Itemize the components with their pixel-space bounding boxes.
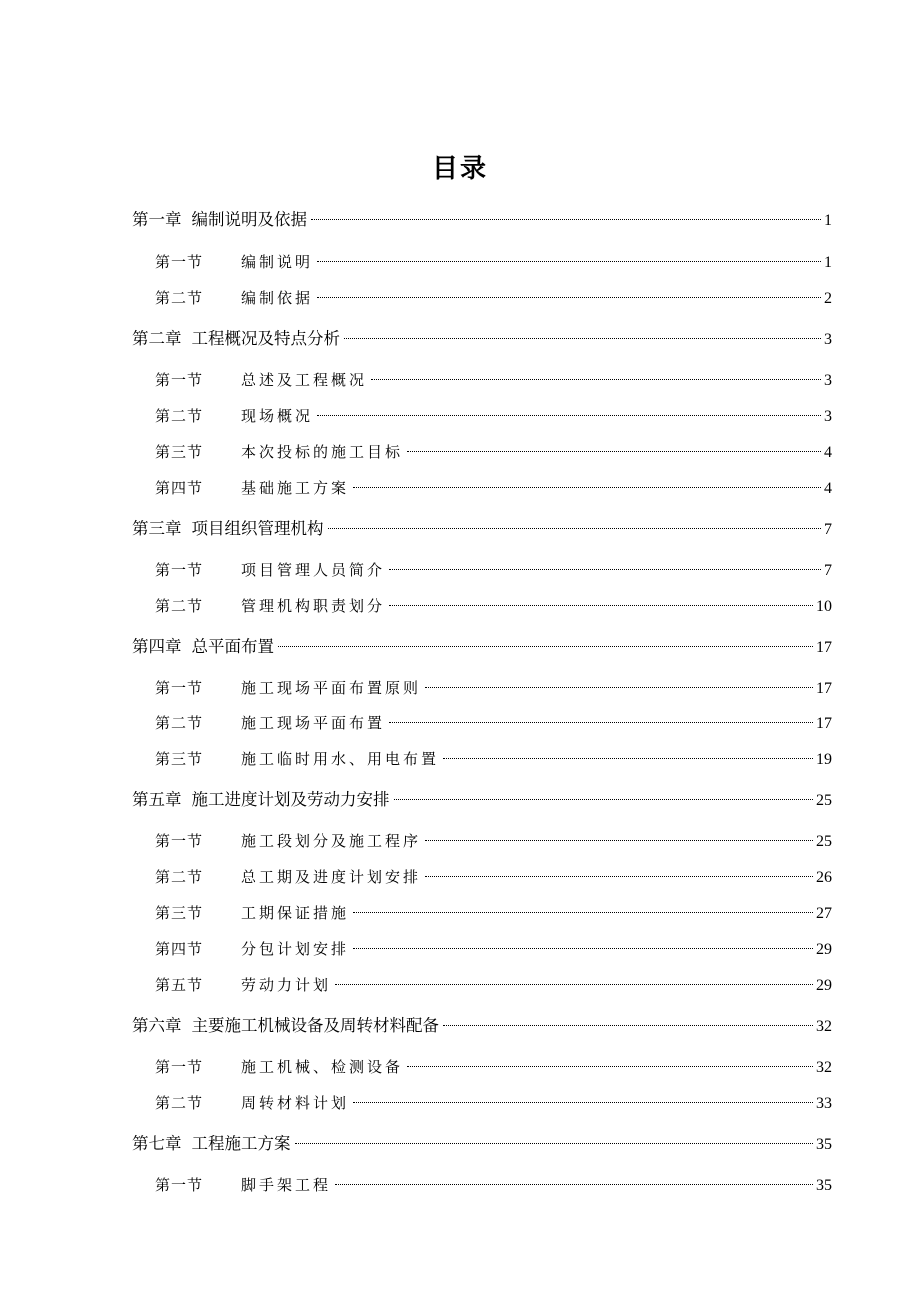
toc-entry-number: 第一节 [155, 832, 204, 850]
toc-page-number: 19 [816, 751, 832, 768]
toc-dot-leader [407, 451, 821, 452]
toc-section-entry[interactable] [155, 1173, 832, 1197]
toc-section-entry[interactable] [155, 747, 832, 771]
toc-dot-leader [278, 646, 813, 647]
toc-page-number: 3 [824, 331, 832, 348]
toc-entry-title: 总工期及进度计划安排 [241, 868, 422, 886]
toc-dot-leader [394, 799, 814, 800]
toc-entry-title: 施工机械、检测设备 [241, 1058, 404, 1076]
toc-entry-title: 基础施工方案 [241, 479, 350, 497]
toc-entry-number: 第二节 [155, 407, 204, 425]
toc-page-number: 27 [816, 905, 832, 922]
toc-entry-number: 第二节 [155, 1094, 204, 1112]
toc-section-entry[interactable] [155, 368, 832, 392]
toc-dot-leader [317, 297, 821, 298]
toc-entry-number: 第七章 [132, 1134, 182, 1153]
toc-entry-number: 第二节 [155, 868, 204, 886]
toc-page-number: 35 [816, 1177, 832, 1194]
toc-entry-title: 施工现场平面布置 [241, 714, 386, 732]
toc-entry-number: 第五节 [155, 976, 204, 994]
toc-entry-title: 总平面布置 [191, 637, 274, 656]
toc-chapter-entry[interactable] [132, 1132, 832, 1156]
toc-entry-title: 编制说明 [241, 253, 314, 271]
toc-entry-number: 第一节 [155, 561, 204, 579]
toc-page-number: 29 [816, 941, 832, 958]
toc-entry-title: 管理机构职责划分 [241, 597, 386, 615]
toc-chapter-entry[interactable] [132, 327, 832, 351]
toc-entry-number: 第五章 [132, 790, 182, 809]
toc-entry-title: 总述及工程概况 [241, 371, 368, 389]
toc-entry-title: 项目管理人员简介 [241, 561, 386, 579]
toc-section-entry[interactable] [155, 476, 832, 500]
toc-entry-number: 第四节 [155, 479, 204, 497]
toc-entry-title: 现场概况 [241, 407, 314, 425]
toc-section-entry[interactable] [155, 558, 832, 582]
toc-dot-leader [389, 722, 813, 723]
toc-dot-leader [425, 840, 813, 841]
toc-entry-title: 施工现场平面布置原则 [241, 679, 422, 697]
toc-dot-leader [344, 338, 821, 339]
toc-entry-title: 工期保证措施 [241, 904, 350, 922]
toc-entry-number: 第四章 [132, 637, 182, 656]
toc-section-entry[interactable] [155, 937, 832, 961]
toc-dot-leader [295, 1143, 814, 1144]
toc-page-number: 32 [816, 1059, 832, 1076]
toc-page-number: 33 [816, 1095, 832, 1112]
toc-dot-leader [353, 1102, 813, 1103]
toc-entry-title: 主要施工机械设备及周转材料配备 [191, 1016, 439, 1035]
toc-entry-number: 第一节 [155, 1058, 204, 1076]
toc-entry-title: 编制说明及依据 [191, 210, 307, 229]
toc-entry-title: 劳动力计划 [241, 976, 332, 994]
toc-dot-leader [425, 876, 813, 877]
toc-entry-number: 第二章 [132, 329, 182, 348]
toc-entry-number: 第一节 [155, 1176, 204, 1194]
toc-page-number: 26 [816, 869, 832, 886]
toc-page-number: 7 [824, 521, 832, 538]
toc-page-number: 7 [824, 562, 832, 579]
toc-dot-leader [335, 984, 813, 985]
toc-entry-title: 本次投标的施工目标 [241, 443, 404, 461]
toc-section-entry[interactable] [155, 1091, 832, 1115]
toc-entry-title: 编制依据 [241, 289, 314, 307]
toc-section-entry[interactable] [155, 250, 832, 274]
toc-entry-title: 分包计划安排 [241, 940, 350, 958]
toc-page-number: 4 [824, 444, 832, 461]
toc-dot-leader [317, 261, 821, 262]
page-title: 目录 [431, 154, 488, 184]
toc-entry-title: 脚手架工程 [241, 1176, 332, 1194]
toc-entry-title: 施工进度计划及劳动力安排 [191, 790, 390, 809]
toc-section-entry[interactable] [155, 404, 832, 428]
toc-dot-leader [317, 415, 821, 416]
toc-section-entry[interactable] [155, 973, 832, 997]
toc-section-entry[interactable] [155, 865, 832, 889]
toc-entry-number: 第一节 [155, 679, 204, 697]
toc-entry-title: 施工临时用水、用电布置 [241, 750, 440, 768]
toc-dot-leader [443, 758, 813, 759]
toc-page-number: 1 [824, 212, 832, 229]
toc-dot-leader [335, 1184, 813, 1185]
toc-page-number: 17 [816, 715, 832, 732]
toc-dot-leader [371, 379, 821, 380]
toc-page-number: 17 [816, 639, 832, 656]
toc-entry-number: 第二节 [155, 289, 204, 307]
toc-entry-number: 第二节 [155, 597, 204, 615]
toc-section-entry[interactable] [155, 901, 832, 925]
toc-dot-leader [353, 487, 821, 488]
toc-entry-number: 第二节 [155, 714, 204, 732]
toc-entry-number: 第三节 [155, 750, 204, 768]
toc-page-number: 17 [816, 680, 832, 697]
toc-entry-number: 第一节 [155, 371, 204, 389]
toc-dot-leader [443, 1025, 813, 1026]
toc-chapter-entry[interactable] [132, 1014, 832, 1038]
toc-entry-title: 周转材料计划 [241, 1094, 350, 1112]
toc-dot-leader [425, 687, 813, 688]
toc-page-number: 35 [816, 1136, 832, 1153]
toc-page-number: 32 [816, 1018, 832, 1035]
toc-entry-number: 第三章 [132, 519, 182, 538]
toc-dot-leader [353, 912, 813, 913]
toc-entry-title: 项目组织管理机构 [191, 519, 324, 538]
toc-entry-number: 第四节 [155, 940, 204, 958]
toc-section-entry[interactable] [155, 594, 832, 618]
toc-section-entry[interactable] [155, 711, 832, 735]
toc-dot-leader [328, 528, 822, 529]
toc-dot-leader [311, 219, 821, 220]
toc-entry-title: 工程概况及特点分析 [191, 329, 340, 348]
toc-dot-leader [407, 1066, 813, 1067]
toc-entry-number: 第一节 [155, 253, 204, 271]
toc-chapter-entry[interactable] [132, 517, 832, 541]
toc-entry-number: 第三节 [155, 443, 204, 461]
toc-page-number: 25 [816, 833, 832, 850]
toc-section-entry[interactable] [155, 286, 832, 310]
toc-entry-number: 第三节 [155, 904, 204, 922]
toc-dot-leader [389, 605, 813, 606]
toc-page-number: 1 [824, 254, 832, 271]
toc-dot-leader [389, 569, 821, 570]
toc-page-number: 10 [816, 598, 832, 615]
toc-section-entry[interactable] [155, 676, 832, 700]
toc-chapter-entry[interactable] [132, 788, 832, 812]
toc-section-entry[interactable] [155, 440, 832, 464]
toc-entry-title: 施工段划分及施工程序 [241, 832, 422, 850]
toc-page-number: 4 [824, 480, 832, 497]
toc-section-entry[interactable] [155, 1055, 832, 1079]
toc-entry-number: 第六章 [132, 1016, 182, 1035]
toc-section-entry[interactable] [155, 829, 832, 853]
toc-page-number: 29 [816, 977, 832, 994]
toc-chapter-entry[interactable] [132, 635, 832, 659]
toc-dot-leader [353, 948, 813, 949]
toc-page-number: 3 [824, 408, 832, 425]
toc-entry-title: 工程施工方案 [191, 1134, 291, 1153]
toc-page-number: 3 [824, 372, 832, 389]
toc-page-number: 2 [824, 290, 832, 307]
toc-page-number: 25 [816, 792, 832, 809]
toc-chapter-entry[interactable] [132, 208, 832, 232]
toc-entry-number: 第一章 [132, 210, 182, 229]
